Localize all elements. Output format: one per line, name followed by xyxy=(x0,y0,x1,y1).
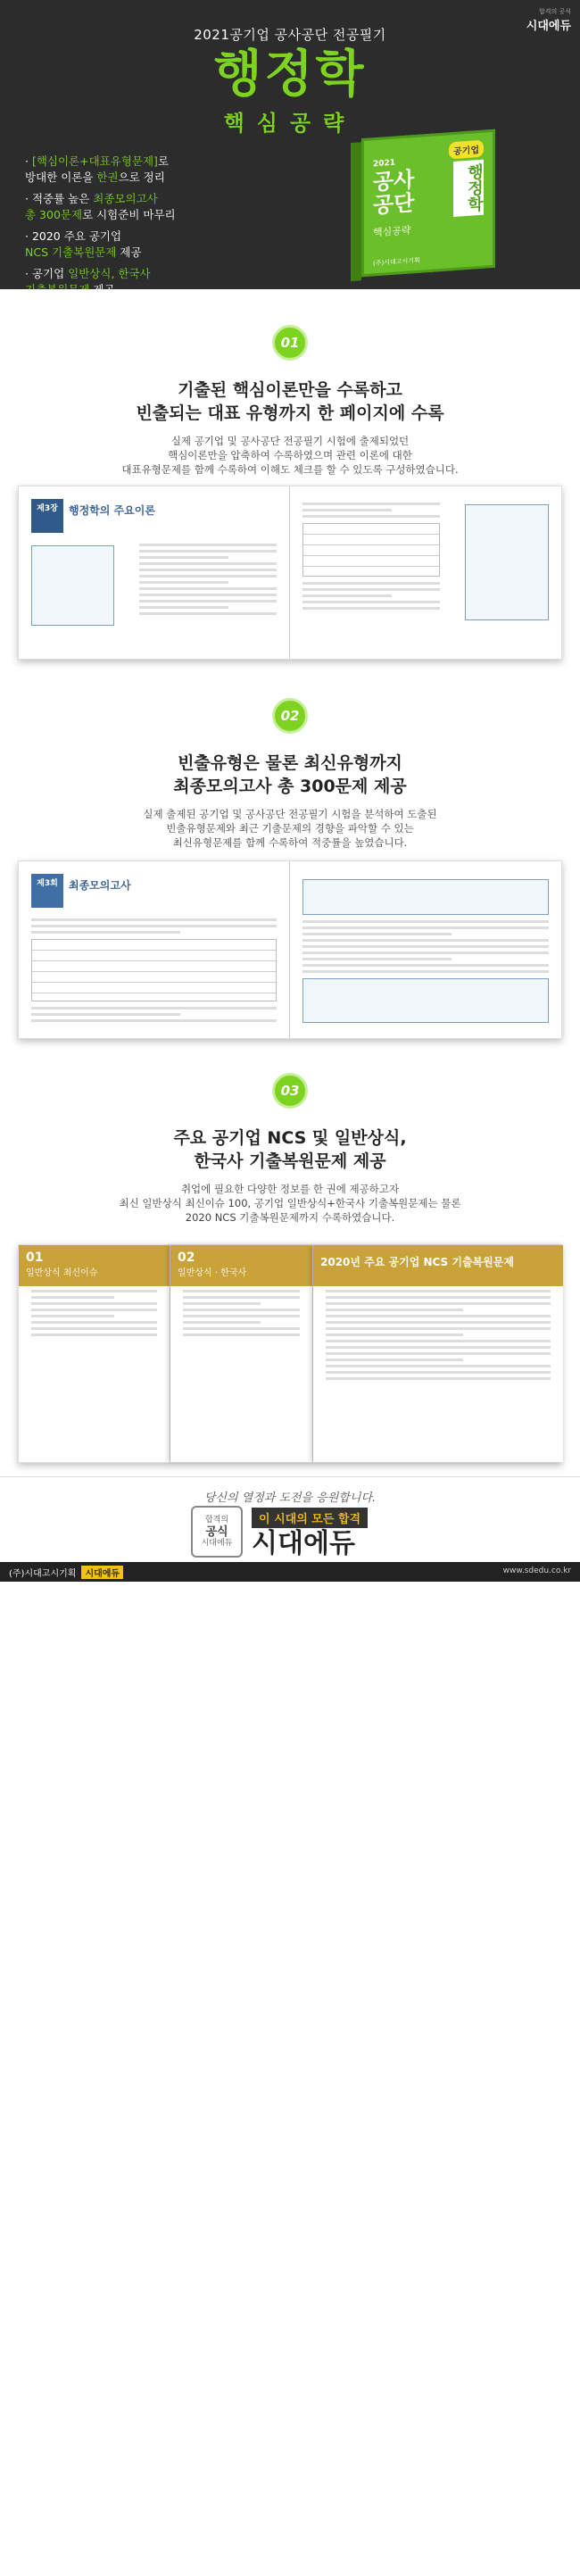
section-description: 실제 출제된 공기업 및 공사공단 전공필기 시험을 분석하여 도출된 빈출유형문제와 최근 기출문제의 경향을 파악할 수 있는 최신유형문제를 함께 수록하여 적중률을 높였습니다. xyxy=(143,808,437,849)
book-publisher: (주)시대고시기획 xyxy=(373,256,420,268)
book-spread-preview xyxy=(18,860,562,1039)
feature-item: · 2020 주요 공기업 NCS 기출복원문제 제공 xyxy=(25,229,142,259)
footer-slogan: 당신의 열정과 도전을 응원합니다. xyxy=(203,1492,377,1505)
book-badge: 공기업 xyxy=(449,140,484,160)
feature-item: · 공기업 일반상식, 한국사 xyxy=(25,267,151,280)
page-right xyxy=(290,861,561,1038)
feature-item: · 적중률 높은 최종모의고사 총 300문제로 시험준비 마무리 xyxy=(25,192,176,221)
footer-tagline: 이 시대의 모든 합격 xyxy=(252,1508,368,1528)
book-year: 2021 xyxy=(373,158,396,170)
footer-brand-name: 시대에듀 xyxy=(252,1528,355,1559)
hero-supertitle: 2021공기업 공사공단 전공필기 xyxy=(194,27,386,43)
footer-brand xyxy=(252,1508,368,1560)
brand-seal: 합격의 공식 시대에듀 xyxy=(191,1506,243,1558)
book-cover xyxy=(361,129,495,281)
section-title: 주요 공기업 NCS 및 일반상식, 한국사 기출복원문제 제공 xyxy=(173,1128,407,1171)
book-spread-preview xyxy=(18,486,562,660)
side-box xyxy=(465,504,549,620)
chapter-title: 최종모의고사 xyxy=(69,879,131,892)
page-card xyxy=(313,1245,563,1462)
section-02 xyxy=(0,673,580,1057)
section-description: 취업에 필요한 다양한 정보를 한 권에 제공하고자 최신 일반상식 최신이슈 100, 공기업 일반상식+한국사 기출복원문제는 물론 2020 NCS 기출복원문제까지 수록하였습니다. xyxy=(119,1183,461,1224)
feature-item: · [핵심이론+대표유형문제]로 방대한 이론을 한권으로 정리 xyxy=(25,154,170,184)
page-num: 01 xyxy=(26,1251,44,1265)
side-box xyxy=(302,978,549,1023)
page-card xyxy=(170,1245,313,1462)
chapter-title: 행정학의 주요이론 xyxy=(69,504,155,517)
hero-subtitle: 핵심공략 xyxy=(223,111,357,136)
page-left xyxy=(19,486,290,659)
section-title: 기출된 핵심이론만을 수록하고 빈출되는 대표 유형까지 한 페이지에 수록 xyxy=(136,380,444,423)
page-left xyxy=(19,861,290,1038)
page-table xyxy=(302,523,440,577)
book-vertical-title: 행정학 xyxy=(453,160,484,217)
feature-list xyxy=(25,154,293,303)
section-description: 실제 공기업 및 공사공단 전공필기 시험에 출제되었던 핵심이론만을 압축하여 수록하였으며 관련 이론에 대한 대표유형문제를 함께 수록하여 이해도 체크를 할 수 있도록 구성하였습니다. xyxy=(121,435,459,476)
page-title: 2020년 주요 공기업 NCS 기출복원문제 xyxy=(313,1245,563,1286)
hero-title: 행정학 xyxy=(213,46,367,104)
brand-sub: 합격의 공식 xyxy=(538,8,571,15)
section-title: 빈출유형은 물론 최신유형까지 최종모의고사 총 300문제 제공 xyxy=(173,753,407,796)
page-title: 일반상식 최신이슈 xyxy=(26,1268,98,1278)
side-box xyxy=(31,545,114,626)
page-card xyxy=(19,1245,170,1462)
book-title: 공사 공단 xyxy=(373,167,415,219)
side-box xyxy=(302,879,549,915)
page-num: 02 xyxy=(178,1251,195,1265)
brand-name: 시대에듀 xyxy=(526,20,571,33)
footer-bar xyxy=(0,1562,580,1582)
footer-url[interactable]: www.sdedu.co.kr xyxy=(502,1566,571,1575)
chapter-tab: 제3회 xyxy=(31,874,63,908)
section-number-badge: 03 xyxy=(272,1073,308,1109)
book-page-stack xyxy=(18,1244,562,1463)
section-number-badge: 01 xyxy=(272,325,308,361)
chapter-tab: 제3장 xyxy=(31,499,63,533)
book-subtitle: 핵심공략 xyxy=(373,224,411,239)
footer xyxy=(0,1476,580,1582)
book-front xyxy=(361,129,495,277)
page-right xyxy=(290,486,561,659)
page-title: 일반상식 · 한국사 xyxy=(178,1268,247,1278)
section-number-badge: 02 xyxy=(272,698,308,734)
hero-banner xyxy=(0,0,580,289)
footer-company: (주)시대고시기획 시대에듀 xyxy=(9,1566,123,1579)
section-03 xyxy=(0,1057,580,1476)
page-table xyxy=(31,939,277,1001)
section-01 xyxy=(0,289,580,673)
book-spine xyxy=(351,142,361,281)
